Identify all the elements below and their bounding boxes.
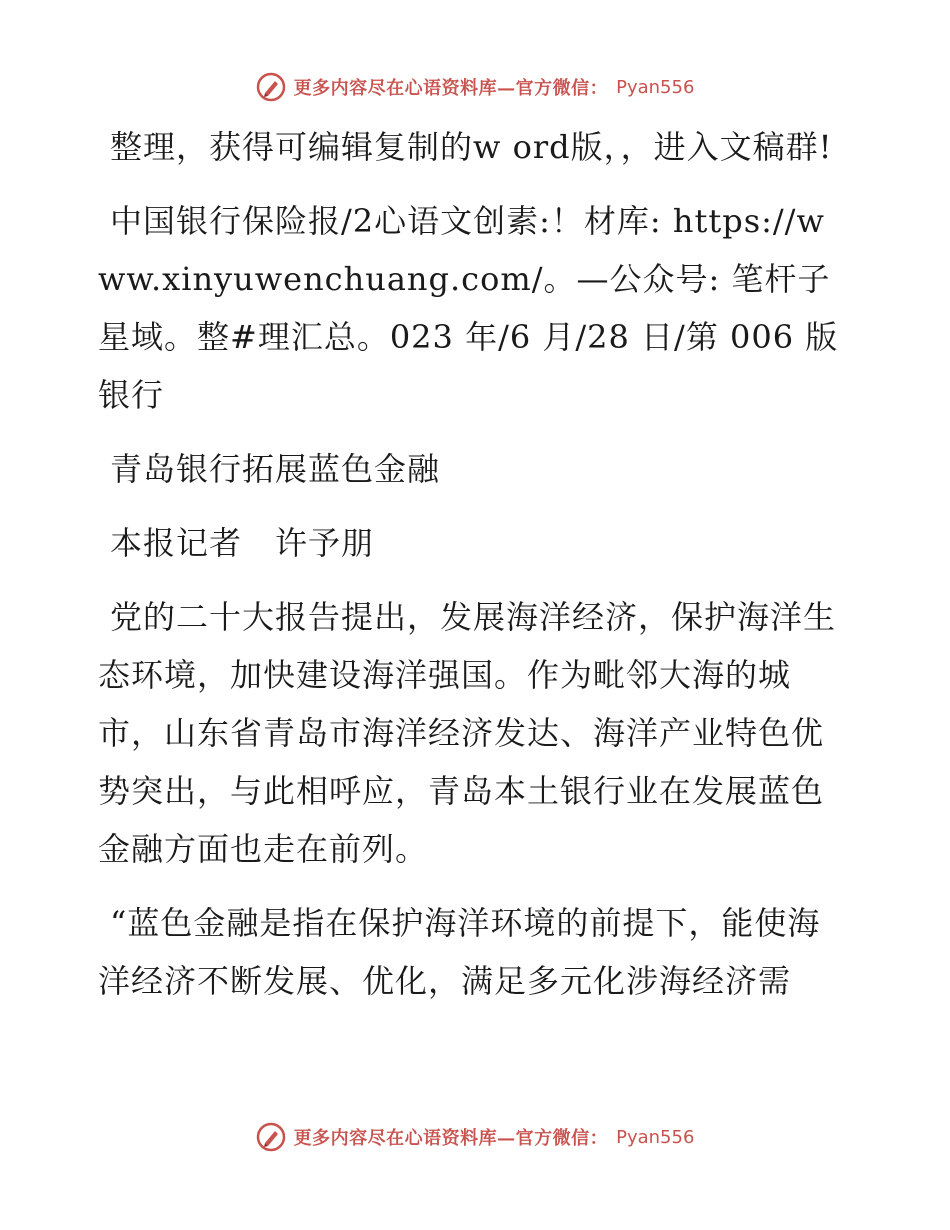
article-byline: 本报记者 许予朋 bbox=[110, 524, 375, 562]
banner-text: 更多内容尽在心语资料库—官方微信： bbox=[293, 78, 609, 99]
paragraph-body-2: “蓝色金融是指在保护海洋环境的前提下，能使海洋经济不断发展、优化，满足多元化涉海经济需 bbox=[98, 904, 821, 1000]
banner-wechat-id: Pyan556 bbox=[616, 76, 695, 98]
banner-text: 更多内容尽在心语资料库—官方微信： bbox=[293, 1128, 609, 1149]
document-body bbox=[98, 118, 850, 1026]
header-banner bbox=[0, 72, 950, 102]
paragraph-intro: 整理，获得可编辑复制的w ord版，，进入文稿群! bbox=[110, 128, 833, 166]
pen-logo-icon bbox=[256, 1122, 286, 1152]
banner-wechat-id: Pyan556 bbox=[616, 1126, 695, 1148]
paragraph-source: 中国银行保险报/2心语文创素:！材库: https://www.xinyuwenchuang.com/。—公众号: 笔杆子星域。整#理汇总。023 年/6 月/28 日/第 006 版银行 bbox=[98, 202, 839, 414]
article-title: 青岛银行拓展蓝色金融 bbox=[110, 450, 441, 488]
pen-logo-icon bbox=[256, 72, 286, 102]
paragraph-body-1: 党的二十大报告提出，发展海洋经济，保护海洋生态环境，加快建设海洋强国。作为毗邻大海的城市，山东省青岛市海洋经济发达、海洋产业特色优势突出，与此相呼应，青岛本土银行业在发展蓝色金融方面也走在前列。 bbox=[98, 598, 837, 868]
footer-banner bbox=[0, 1122, 950, 1152]
